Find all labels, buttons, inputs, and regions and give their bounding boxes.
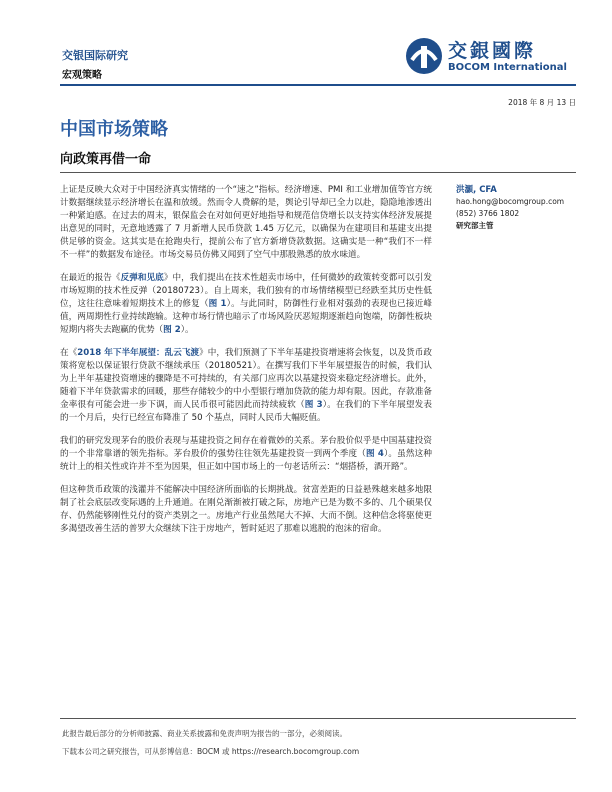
emphasis-text: 图 4 [365,449,384,459]
emphasis-text: 反弹和见底 [120,273,164,283]
paragraph-text: ）。与此同时，防御性行业相对强劲的表现也已接近峰值，两周期性行业持续跑输。这种市场行情也暗示了市场风险厌恶短期逐渐趋向饱端，防御性板块短期内将失去跑赢的优势（ [60,299,432,335]
emphasis-text: 图 2 [163,325,181,335]
author-name: 洪灝, CFA [456,185,497,195]
author-phone: (852) 3766 1802 [456,209,520,218]
footer-divider [60,718,576,719]
report-date: 2018 年 8 月 13 日 [508,98,576,107]
paragraph-text: 上证是反映大众对于中国经济真实情绪的一个“速之”指标。经济增速、PMI 和工业增加值等官方统计数据继续显示经济增长在温和放缓。然而令人费解的是，舆论引导却已全力以赴，隐隐地渗透出一种紧迫感。在过去的周末，银保监会在对如何更好地指导和规范信贷增长以支持实体经济发展提出意见的同时，无意地透露了 7 月新增人民币贷款 1.45 万亿元，以确保为在建项目和基建支出提供足够的资金。这其实是在抢跑央行，提前公布了官方新增贷款数据。这确实是一种“我们不一样不一样”的数据发布途径。市场交易员仿佛又闻到了空气中那股熟悉的放水味道。 [60,185,432,260]
emphasis-text: 图 3 [304,400,323,410]
paragraph-text: 》中，我们提出在技术性超卖市场中，任何微妙的政策转变都可以引发市场短期的技术性反弹（20180723）。自上周来，我们独有的市场情绪模型已经跌至其历史性低位，这往往意味着短期技术上的修复（ [60,273,432,309]
footer-disclaimer: 此报告最后部分的分析师披露、商业关系披露和免责声明为报告的一部分，必须阅读。 [62,729,347,738]
header-divider [60,84,576,86]
author-info [456,184,576,232]
emphasis-text: 2018 年下半年展望：乱云飞渡 [77,348,200,358]
body-paragraph [60,347,432,425]
report-subtitle: 向政策再借一命 [60,152,152,167]
author-email[interactable]: hao.hong@bocomgroup.com [456,197,565,206]
paragraph-text: ）。在我们的下半年展望发表的一个月后，央行已经宣布降准了 50 个基点，同时人民币大幅贬值。 [60,400,432,423]
body-paragraph [60,484,432,536]
section-label: 宏观策略 [62,70,102,81]
logo-cn-text: 交銀國際 [448,40,537,62]
body-paragraph [60,435,432,474]
emphasis-text: 图 1 [208,299,227,309]
subtitle-divider [60,172,576,173]
author-role: 研究部主管 [456,221,494,230]
paragraph-text: 但这种货币政策的浅灌并不能解决中国经济所面临的长期挑战。贫富差距的日益悬殊越来越多地限制了社会底层改变际遇的上升通道。在刚兑渐渐被打破之际，房地产已是为数不多的、几个硕果仅存、仍然能够刚性兑付的资产类别之一。房地产行业虽然尾大不掉、大而不倒。这种信念将驱使更多渴望改善生活的普罗大众继续下注于房地产，暂时延迟了那难以逃脱的泡沫的宿命。 [60,485,432,534]
body-paragraph [60,272,432,337]
paragraph-text: 在最近的报告《 [60,273,121,283]
body-paragraph [60,184,432,262]
paragraph-text: ）。 [180,325,194,335]
paragraph-text: 我们的研究发现茅台的股价表现与基建投资之间存在着微妙的关系。茅台股价似乎是中国基建投资的一个非常靠谱的领先指标。茅台股价的强势往往领先基建投资一到两个季度（ [60,436,432,459]
footer-download[interactable]: 下载本公司之研究报告，可从彭博信息：BOCM 或 https://research.bocomgroup.com [62,747,360,756]
org-name: 交银国际研究 [62,49,128,62]
company-logo [404,36,574,80]
report-title: 中国市场策略 [60,119,168,140]
logo-en-text: BOCOM International [448,62,567,73]
logo-mark-icon [404,36,444,76]
paragraph-text: ）。虽然这种统计上的相关性或许并不至为因果，但正如中国市场上的一句老话所云：“烟搭桥，酒开路”。 [60,449,432,472]
paragraph-text: 》中，我们预测了下半年基建投资增速将会恢复，以及货币政策将宽松以保证银行贷款不继续承压（20180521）。在撰写我们下半年展望报告的时候，我们认为上半年基建投资增速的骤降是不可持续的，有关部门应再次以基建投资来稳定经济增长。此外，随着下半年贷款需求的回暖，那些存储较少的中小型银行增加贷款的能力却有限。因此，存款准备金率很有可能会进一步下调，而人民币很可能因此而持续疲软（ [60,348,432,410]
main-body [60,184,432,546]
paragraph-text: 在《 [60,348,78,358]
